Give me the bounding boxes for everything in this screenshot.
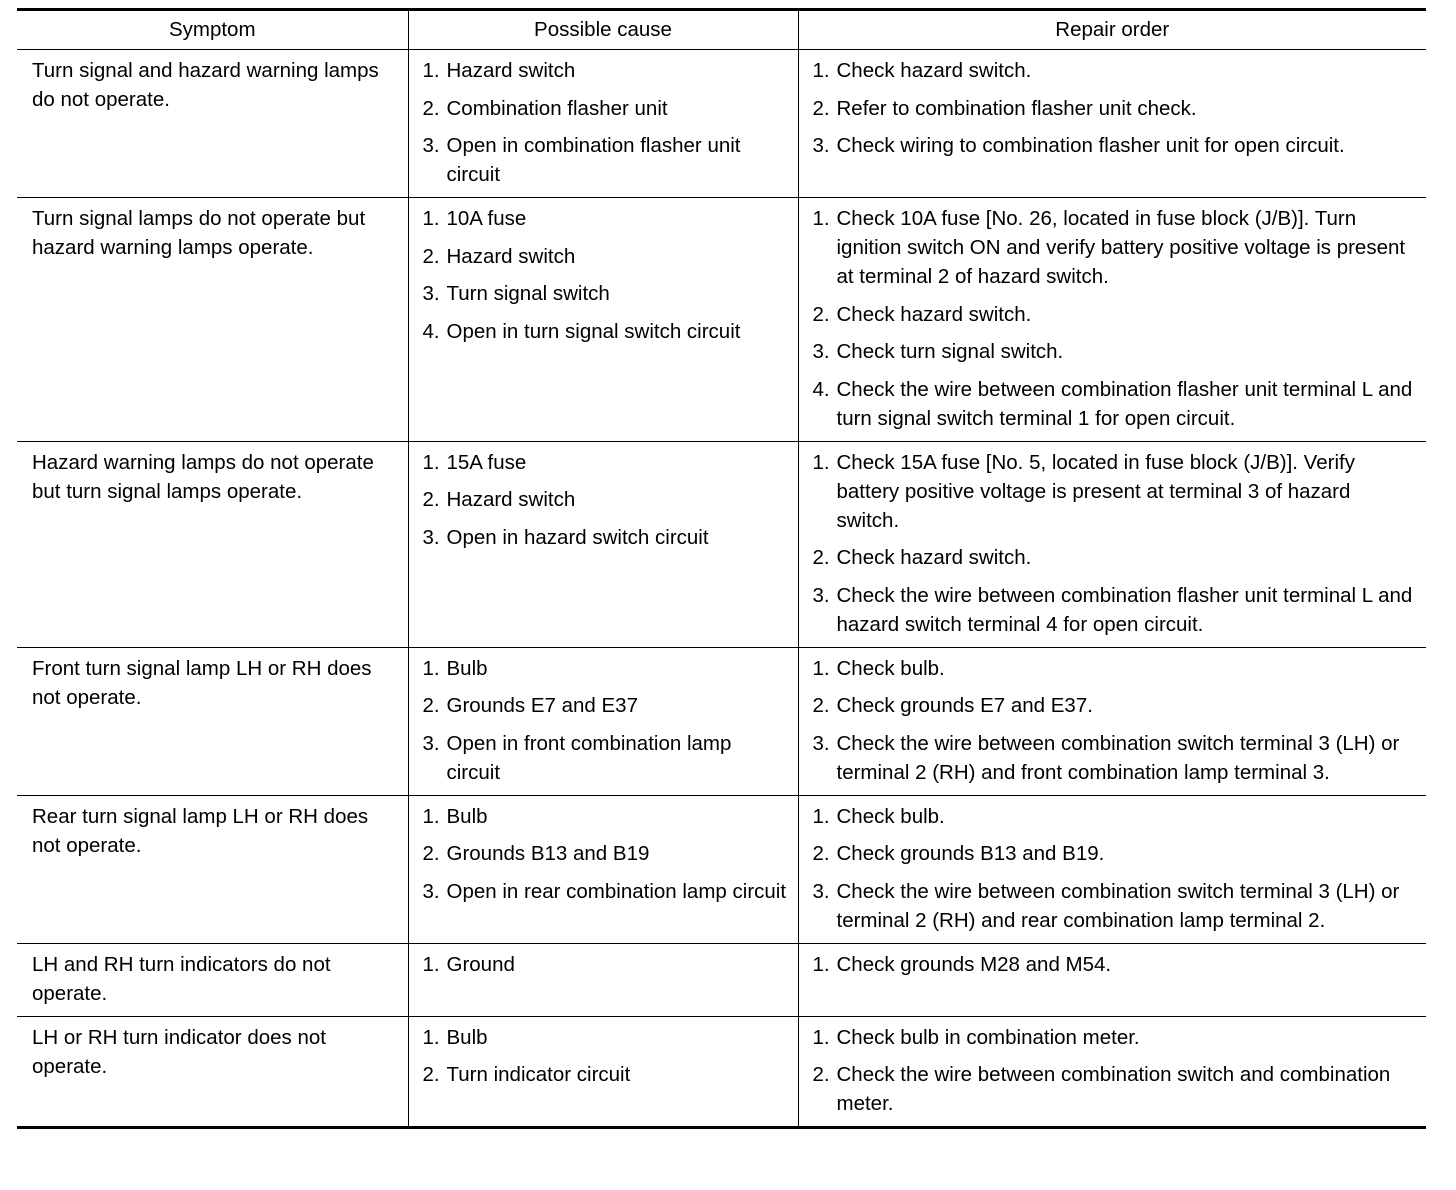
troubleshooting-table (17, 8, 1426, 1129)
repair-item (813, 877, 1417, 935)
repair-item (813, 729, 1417, 787)
repair-cell (798, 795, 1426, 943)
header-symptom: Symptom (17, 10, 408, 50)
cause-item-number: 2. (422, 842, 440, 865)
cause-item-number: 1. (422, 656, 440, 680)
cause-list (423, 448, 788, 552)
cause-item (423, 1060, 788, 1089)
repair-item (813, 1023, 1417, 1052)
repair-item (813, 950, 1417, 979)
cause-item-text: Open in hazard switch circuit (446, 525, 709, 549)
repair-cell (798, 1016, 1426, 1128)
repair-item-number: 1. (812, 207, 830, 230)
cause-list (423, 56, 788, 189)
cause-cell (408, 50, 798, 198)
cause-item-text: Turn signal switch (446, 282, 610, 305)
cause-item (423, 523, 788, 552)
repair-item-number: 2. (812, 842, 830, 865)
table-header (17, 10, 1426, 50)
cause-item-number: 1. (422, 1025, 440, 1049)
cause-item (423, 56, 788, 85)
cause-item-number: 3. (422, 879, 440, 903)
repair-item-text: Check 15A fuse [No. 5, located in fuse block (J/B)]. Verify battery positive voltage is present at terminal 3 of hazard switch. (836, 450, 1355, 532)
repair-list (813, 204, 1417, 433)
cause-item (423, 94, 788, 123)
cause-item (423, 654, 788, 683)
cause-item-text: Bulb (446, 1025, 488, 1049)
symptom-cell: Turn signal and hazard warning lamps do not operate. (17, 50, 408, 198)
repair-item (813, 581, 1417, 639)
repair-item-text: Check grounds E7 and E37. (836, 694, 1093, 717)
repair-item-number: 2. (812, 546, 830, 569)
table-row (17, 198, 1426, 442)
cause-item (423, 691, 788, 720)
cause-item-number: 4. (422, 319, 440, 343)
repair-item-number: 1. (812, 59, 830, 82)
repair-list (813, 950, 1417, 979)
repair-item-number: 1. (812, 1025, 830, 1049)
symptom-cell: Turn signal lamps do not operate but hazard warning lamps operate. (17, 198, 408, 442)
header-row (17, 10, 1426, 50)
cause-item-text: Bulb (446, 656, 488, 680)
cause-item-number: 2. (422, 1063, 440, 1086)
table-body (17, 50, 1426, 1128)
cause-cell (408, 795, 798, 943)
cause-item-number: 1. (422, 952, 440, 976)
repair-item-text: Check the wire between combination switch terminal 3 (LH) or terminal 2 (RH) and rear combination lamp terminal 2. (836, 879, 1400, 932)
cause-item (423, 839, 788, 868)
repair-item-text: Refer to combination flasher unit check. (836, 96, 1197, 120)
cause-item-text: 10A fuse (446, 207, 527, 230)
cause-item (423, 242, 788, 271)
repair-item-text: Check bulb in combination meter. (836, 1025, 1140, 1049)
repair-item-text: Check the wire between combination switch and combination meter. (836, 1063, 1391, 1115)
repair-item (813, 839, 1417, 868)
cause-list (423, 1023, 788, 1090)
header-possible-cause: Possible cause (408, 10, 798, 50)
repair-item-text: Check the wire between combination switch terminal 3 (LH) or terminal 2 (RH) and front combination lamp terminal 3. (836, 731, 1400, 784)
cause-item-number: 3. (422, 282, 440, 305)
cause-item (423, 802, 788, 831)
repair-item (813, 691, 1417, 720)
repair-item (813, 94, 1417, 123)
cause-item-text: Ground (446, 952, 515, 976)
cause-item (423, 485, 788, 514)
repair-item-text: Check grounds B13 and B19. (836, 842, 1105, 865)
symptom-cell: Rear turn signal lamp LH or RH does not operate. (17, 795, 408, 943)
cause-item-text: Open in rear combination lamp circuit (446, 879, 787, 903)
repair-item-number: 2. (812, 1063, 830, 1086)
repair-item-text: Check hazard switch. (836, 302, 1032, 326)
cause-item-number: 1. (422, 804, 440, 828)
repair-item (813, 337, 1417, 366)
cause-item (423, 950, 788, 979)
repair-item (813, 300, 1417, 329)
repair-item-number: 3. (812, 134, 830, 157)
cause-cell (408, 1016, 798, 1128)
cause-cell (408, 441, 798, 647)
cause-item (423, 1023, 788, 1052)
repair-item (813, 375, 1417, 433)
repair-item-number: 3. (812, 731, 830, 755)
repair-cell (798, 198, 1426, 442)
table-row (17, 647, 1426, 795)
cause-item-number: 3. (422, 525, 440, 549)
cause-item-text: Hazard switch (446, 59, 576, 82)
cause-item-text: Grounds B13 and B19 (446, 842, 650, 865)
repair-item-text: Check grounds M28 and M54. (836, 952, 1112, 976)
cause-item-number: 1. (422, 207, 440, 230)
repair-item-text: Check 10A fuse [No. 26, located in fuse block (J/B)]. Turn ignition switch ON and verify battery positive voltage is present at terminal 2 of hazard switch. (836, 207, 1406, 288)
repair-item (813, 204, 1417, 291)
cause-item-number: 2. (422, 244, 440, 268)
cause-cell (408, 943, 798, 1016)
repair-item-number: 3. (812, 879, 830, 903)
repair-cell (798, 441, 1426, 647)
repair-cell (798, 50, 1426, 198)
repair-item-number: 2. (812, 302, 830, 326)
repair-item-text: Check bulb. (836, 804, 945, 828)
cause-item (423, 448, 788, 477)
cause-cell (408, 198, 798, 442)
cause-list (423, 950, 788, 979)
symptom-cell: LH and RH turn indicators do not operate. (17, 943, 408, 1016)
cause-item-number: 3. (422, 134, 440, 157)
cause-item (423, 131, 788, 189)
cause-item-number: 1. (422, 450, 440, 474)
cause-item-number: 1. (422, 59, 440, 82)
cause-item-text: Hazard switch (446, 244, 576, 268)
table-row (17, 943, 1426, 1016)
cause-item-number: 2. (422, 694, 440, 717)
table-row (17, 441, 1426, 647)
cause-item-text: Combination flasher unit (446, 96, 668, 120)
cause-item (423, 317, 788, 346)
cause-item-number: 3. (422, 731, 440, 755)
repair-list (813, 1023, 1417, 1119)
repair-item (813, 131, 1417, 160)
repair-item-text: Check the wire between combination flasher unit terminal L and hazard switch terminal 4 for open circuit. (836, 583, 1413, 636)
repair-item-number: 1. (812, 656, 830, 680)
cause-list (423, 654, 788, 787)
header-repair-order: Repair order (798, 10, 1426, 50)
symptom-cell: Hazard warning lamps do not operate but turn signal lamps operate. (17, 441, 408, 647)
repair-item-number: 2. (812, 96, 830, 120)
cause-list (423, 802, 788, 906)
cause-item-number: 2. (422, 488, 440, 511)
repair-cell (798, 943, 1426, 1016)
cause-item-text: Open in turn signal switch circuit (446, 319, 741, 343)
repair-item-number: 4. (812, 377, 830, 401)
repair-item-number: 1. (812, 952, 830, 976)
repair-item (813, 1060, 1417, 1118)
repair-list (813, 654, 1417, 787)
symptom-cell: LH or RH turn indicator does not operate. (32, 1025, 326, 1078)
cause-item-text: Bulb (446, 804, 488, 828)
repair-item-number: 1. (812, 450, 830, 474)
cause-item (423, 204, 788, 233)
repair-list (813, 56, 1417, 160)
repair-item-text: Check the wire between combination flasher unit terminal L and turn signal switch terminal 1 for open circuit. (836, 377, 1413, 430)
repair-item-text: Check hazard switch. (836, 59, 1032, 82)
repair-item-text: Check hazard switch. (836, 546, 1032, 569)
repair-item (813, 802, 1417, 831)
cause-cell (408, 647, 798, 795)
repair-item (813, 56, 1417, 85)
repair-item-text: Check bulb. (836, 656, 945, 680)
cause-item-text: 15A fuse (446, 450, 527, 474)
cause-item (423, 729, 788, 787)
repair-cell (798, 647, 1426, 795)
repair-list (813, 448, 1417, 639)
repair-item (813, 654, 1417, 683)
cause-list (423, 204, 788, 346)
repair-item (813, 543, 1417, 572)
repair-item-text: Check turn signal switch. (836, 340, 1064, 363)
symptom-cell: Front turn signal lamp LH or RH does not operate. (17, 647, 408, 795)
cause-item-text: Open in front combination lamp circuit (446, 731, 732, 784)
repair-item-number: 2. (812, 694, 830, 717)
cause-item-text: Open in combination flasher unit circuit (446, 134, 741, 186)
cause-item-text: Hazard switch (446, 488, 576, 511)
cause-item-number: 2. (422, 96, 440, 120)
repair-item (813, 448, 1417, 535)
cause-item (423, 877, 788, 906)
repair-item-number: 1. (812, 804, 830, 828)
repair-list (813, 802, 1417, 935)
table-row (17, 795, 1426, 943)
table-row (17, 50, 1426, 198)
repair-item-number: 3. (812, 340, 830, 363)
repair-item-number: 3. (812, 583, 830, 607)
cause-item (423, 279, 788, 308)
repair-item-text: Check wiring to combination flasher unit for open circuit. (836, 134, 1345, 157)
cause-item-text: Grounds E7 and E37 (446, 694, 638, 717)
cause-item-text: Turn indicator circuit (446, 1063, 631, 1086)
table-row (17, 1016, 1426, 1128)
